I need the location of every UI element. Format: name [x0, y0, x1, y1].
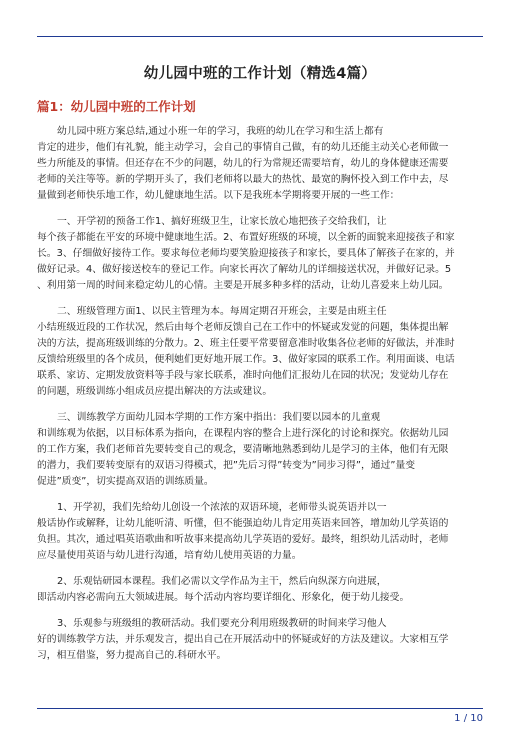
page-indicator: 1 / 10	[454, 713, 483, 724]
section-heading: 篇1：幼儿园中班的工作计划	[37, 99, 196, 114]
document-title: 幼儿园中班的工作计划（精选4篇）	[143, 66, 377, 82]
text-line: 的工作方案，我们老师首先要转变自己的观念，要清晰地熟悉到幼儿是学习的主体，他们有无限	[37, 444, 449, 455]
paragraph	[37, 574, 483, 606]
text-line: 反馈给班级里的各个成员，便利她们更好地开展工作。3、做好家园的联系工作。利用面谈、电话	[37, 354, 455, 365]
text-line: 的问题，班级训练小组成员应提出解决的方法或建议。	[37, 386, 273, 397]
text-line: 即活动内容必需向五大领域进展。每个活动内容均要详细化、形象化，便于幼儿接受。	[37, 592, 410, 603]
text-line: 决的方法，提高班级训练的分散力。2、班主任要平常要留意准时收集各位老师的好做法，并准时	[37, 338, 455, 349]
text-line: 和训练观为依据，以目标体系为指向，在课程内容的整合上进行深化的讨论和探究。依据幼儿园	[37, 428, 449, 439]
text-line: 一、开学初的预备工作1、搞好班级卫生，让家长放心地把孩子交给我们，让	[57, 216, 387, 227]
text-line: 促进”质变”，切实提高双语的训练质量。	[37, 476, 214, 487]
text-line: 的潜力，我们要转变原有的双语习得模式，把”先后习得”转变为”同步习得”，通过”量变	[37, 460, 416, 471]
text-line: 习，相互借鉴，努力提高自己的.科研水平。	[37, 650, 227, 661]
text-line: 应尽量使用英语与幼儿进行沟通，培育幼儿使用英语的力量。	[37, 550, 302, 561]
document-body	[37, 124, 483, 674]
text-line: 做好记录。4、做好接送校车的登记工作。向家长再次了解幼儿的详细接送状况，并做好记录。5	[37, 264, 452, 275]
text-line: 负担。其次，通过唱英语歌曲和听故事来提高幼儿学英语的爱好。最终，组织幼儿活动时，老师	[37, 534, 449, 545]
text-line: 联系、家访、定期发放资料等手段与家长联系，准时向他们汇报幼儿在园的状况；发觉幼儿存在	[37, 370, 449, 381]
text-line: 幼儿园中班方案总结,通过小班一年的学习，我班的幼儿在学习和生活上都有	[57, 126, 384, 137]
text-line: 3、乐观参与班级组的教研活动。我们要充分利用班级教研的时间来学习他人	[57, 618, 387, 629]
text-line: 1、开学初，我们先给幼儿创设一个浓浓的双语环境，老师带头说英语并以一	[57, 502, 387, 513]
paragraph	[37, 214, 483, 294]
text-line: 、利用第一周的时间来稳定幼儿的心情。主要是开展多种多样的活动，让幼儿喜爱来上幼儿园。	[37, 280, 449, 291]
paragraph	[37, 124, 483, 204]
text-line: 2、乐观钻研园本课程。我们必需以文学作品为主干，然后向纵深方向进展，	[57, 576, 387, 587]
text-line: 些力所能及的事情。但还存在不少的问题，幼儿的行为常规还需要培育，幼儿的身体健康还需要	[37, 158, 449, 169]
footer-rule	[37, 708, 483, 709]
text-line: 三、训练教学方面幼儿园本学期的工作方案中指出：我们要以园本的儿童观	[57, 412, 381, 423]
paragraph	[37, 304, 483, 400]
text-line: 量做到老师快乐地工作，幼儿健康地生活。以下是我班本学期将要开展的一些工作：	[37, 190, 400, 201]
paragraph	[37, 410, 483, 490]
text-line: 好的训练教学方法，并乐观发言，提出自己在开展活动中的怀疑或好的方法及建议。大家相互学	[37, 634, 449, 645]
text-line: 般话协作或解释，让幼儿能听清、听懂，但不能强迫幼儿肯定用英语来回答，增加幼儿学英语的	[37, 518, 449, 529]
paragraph	[37, 616, 483, 664]
text-line: 肯定的进步，他们有礼貌，能主动学习，会自己的事情自己做，有的幼儿还能主动关心老师做一	[37, 142, 449, 153]
text-line: 小结班级近段的工作状况，然后由每个老师反馈自己在工作中的怀疑或发觉的问题，集体提出解	[37, 322, 449, 333]
header-rule	[37, 36, 483, 37]
text-line: 老师的关注等等。新的学期开头了，我们老师将以最大的热忱、最宽的胸怀投入到工作中去，尽	[37, 174, 449, 185]
paragraph	[37, 500, 483, 564]
text-line: 长。3、仔细做好接待工作。要求每位老师均要笑脸迎接孩子和家长，要具体了解孩子在家的，并	[37, 248, 455, 259]
text-line: 二、班级管理方面1、以民主管理为本。每周定期召开班会，主要是由班主任	[57, 306, 387, 317]
text-line: 每个孩子都能在平安的环境中健康地生活。2、布置好班级的环境，以全新的面貌来迎接孩子和家	[37, 232, 455, 243]
